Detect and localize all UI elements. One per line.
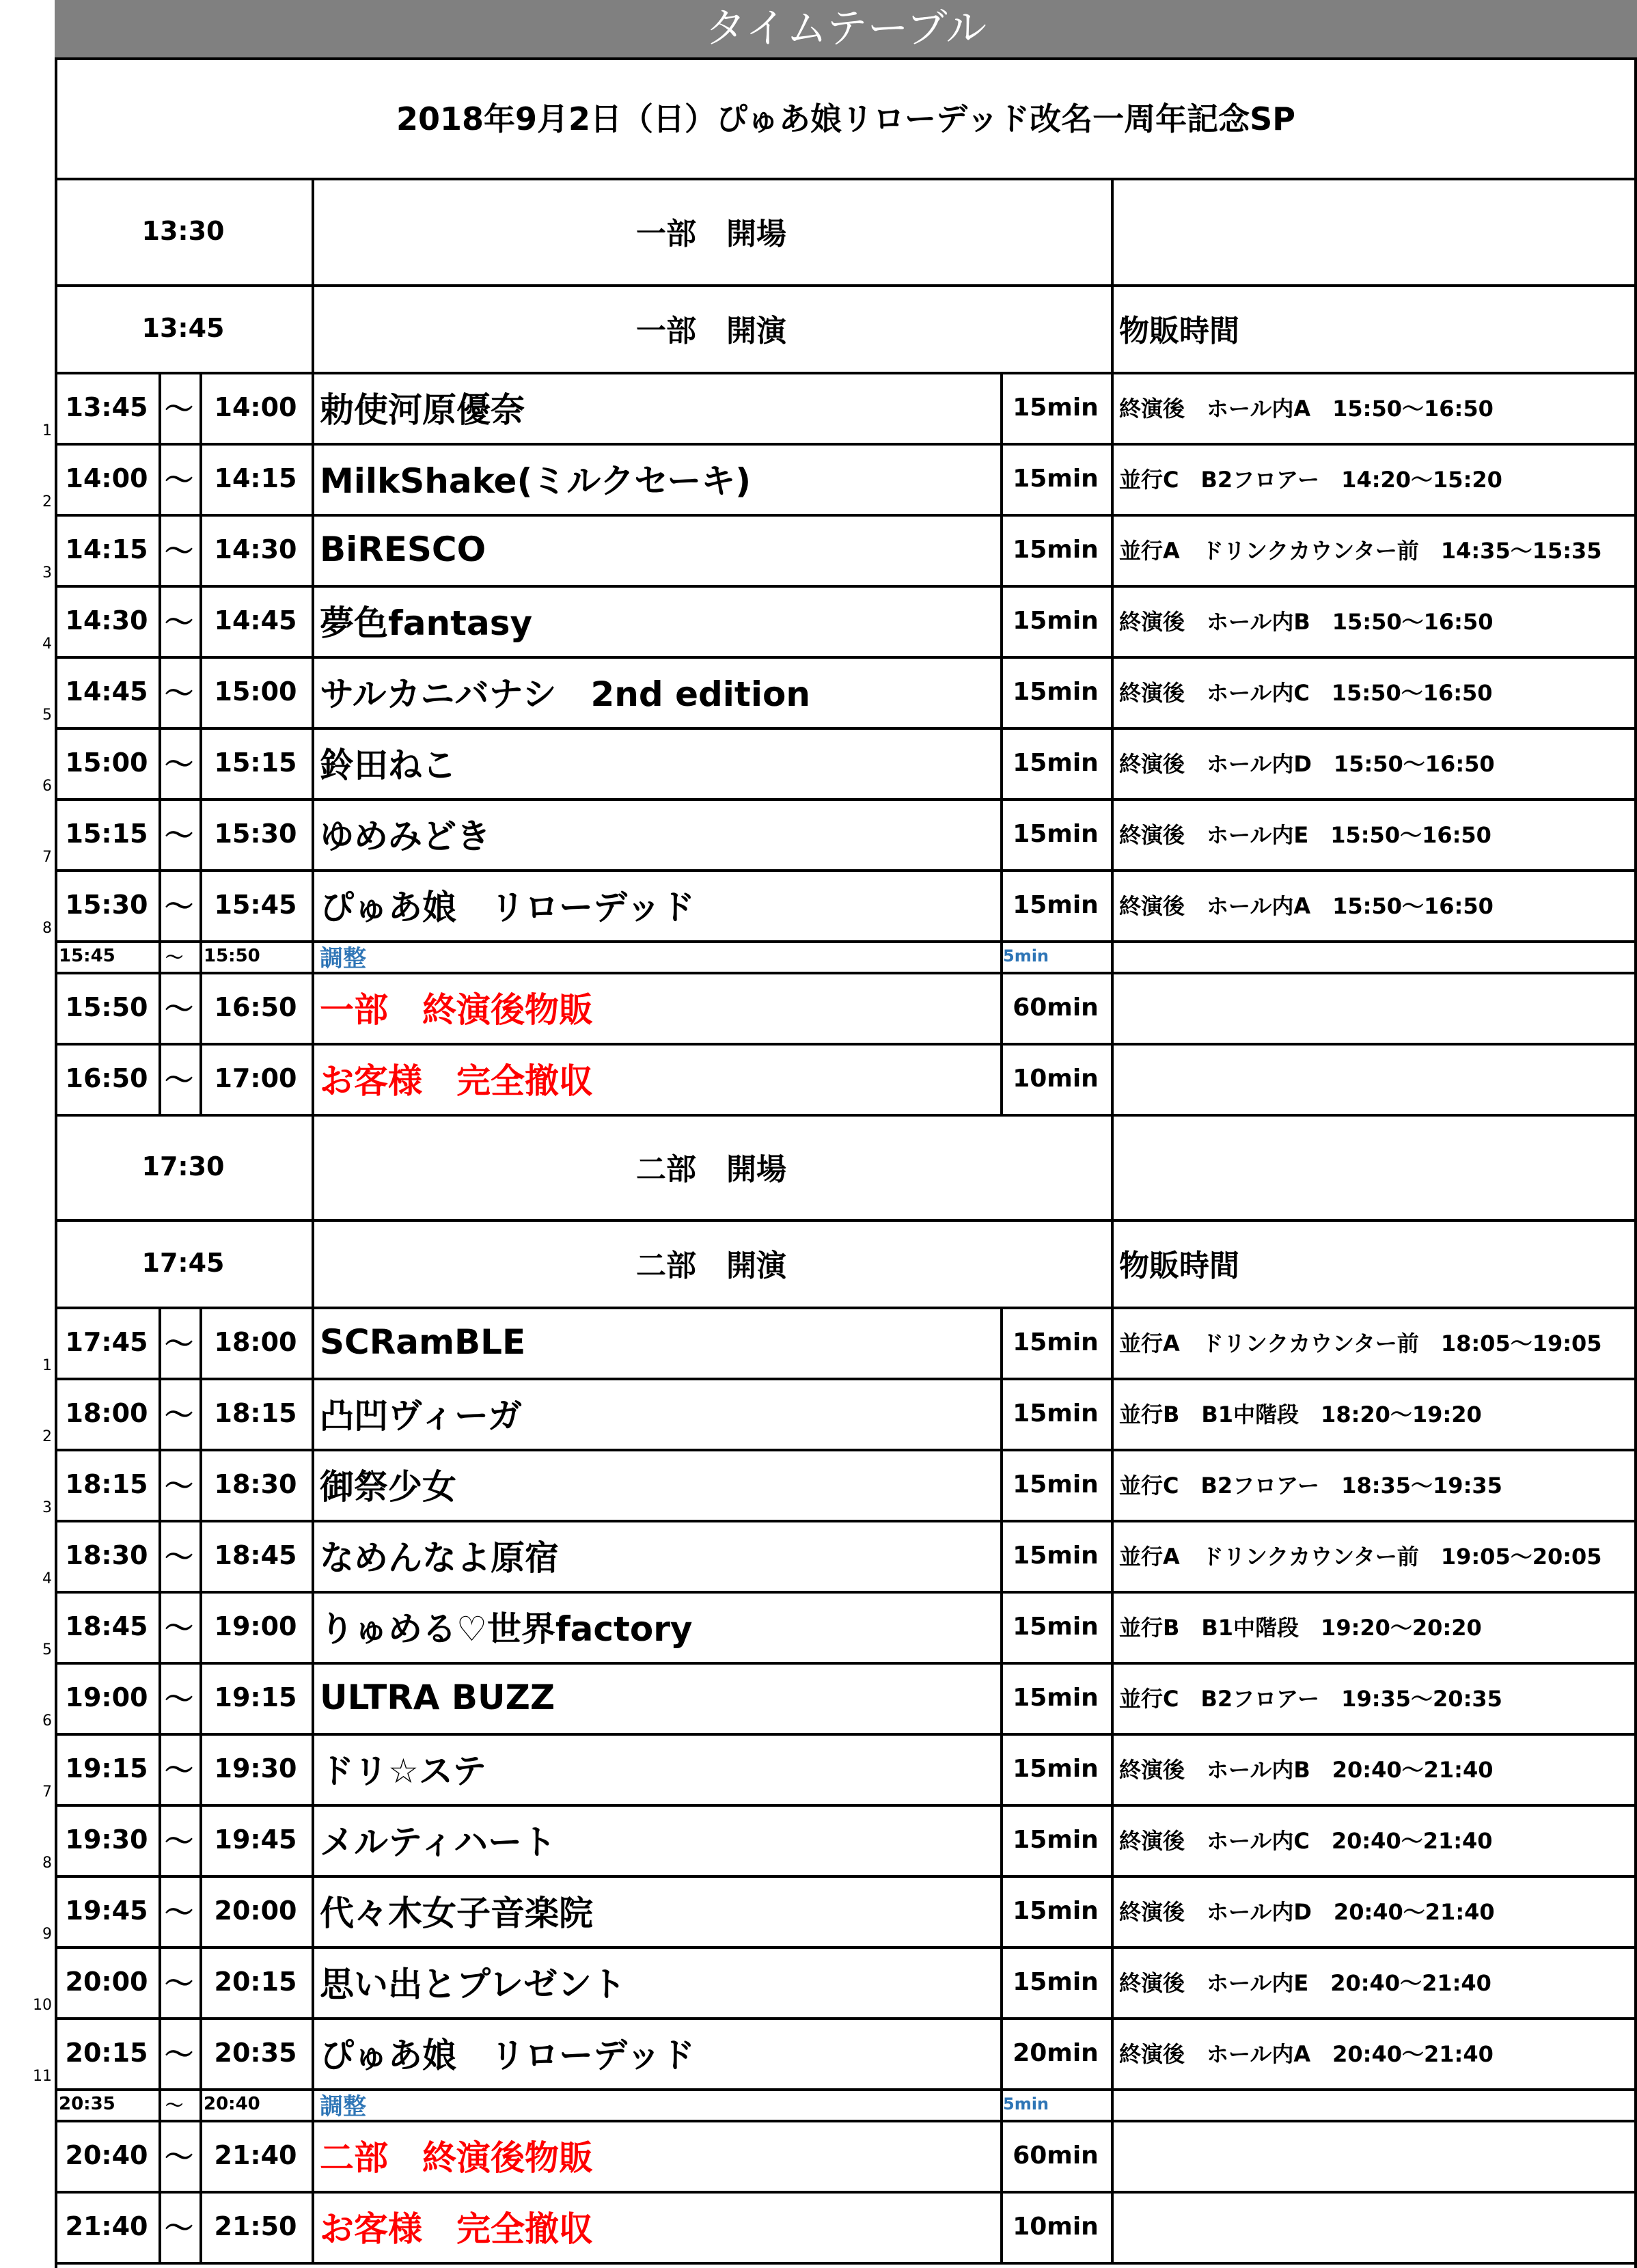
end-time: 14:15 [214,463,297,493]
start-time: 19:00 [65,1682,148,1712]
end-time: 18:00 [214,1327,297,1357]
tilde-separator: ～ [164,2140,193,2174]
performer-name: ドリ☆ステ [320,1751,486,1791]
row-number: 9 [42,1926,52,1943]
duration: 10min [1013,2212,1099,2241]
end-time: 20:35 [214,2038,297,2068]
tilde-separator: ～ [164,890,193,923]
performer-name: BiRESCO [320,530,486,569]
duration: 15min [1013,819,1099,848]
column-divider [1111,2191,1114,2262]
duration: 15min [1013,1967,1099,1996]
row-number: 1 [42,1357,52,1374]
duration: 20min [1013,2038,1099,2067]
goods-time-header: 物販時間 [1119,314,1239,349]
end-time: 18:15 [214,1398,297,1428]
end-time: 19:45 [214,1825,297,1855]
duration: 15min [1013,464,1099,493]
end-time: 20:15 [214,1967,297,1997]
row-number: 8 [42,920,52,937]
duration: 15min [1013,1541,1099,1570]
end-time: 18:45 [214,1540,297,1570]
tilde-separator: ～ [164,463,193,497]
start-time: 14:30 [65,605,148,636]
start-time: 18:45 [65,1611,148,1641]
tilde-separator: ～ [164,2211,193,2245]
goods-info: 並行B B1中階段 19:20～20:20 [1119,1615,1482,1641]
goods-info: 終演後 ホール内B 20:40～21:40 [1119,1757,1494,1783]
tilde-separator: ～ [164,1896,193,1929]
column-divider [1111,2088,1114,2120]
performer-name: 御祭少女 [320,1467,456,1507]
duration: 15min [1013,535,1099,564]
goods-time-header: 物販時間 [1119,1248,1239,1283]
adjust-label: 調整 [320,944,366,972]
end-time: 16:50 [214,992,297,1022]
row-number: 10 [33,1997,52,2014]
goods-info: 終演後 ホール内E 15:50～16:50 [1119,822,1491,848]
performer-name: ぴゅあ娘 リローデッド [320,888,695,927]
start-time: 14:15 [65,534,148,564]
column-divider [1111,1114,1114,1219]
start-time: 19:30 [65,1825,148,1855]
end-time: 19:00 [214,1611,297,1641]
column-divider [1111,178,1114,284]
adjust-label: 調整 [320,2092,366,2120]
goods-info: 並行A ドリンクカウンター前 18:05～19:05 [1119,1330,1602,1356]
row-number: 3 [42,1499,52,1516]
adjust-start-time: 20:35 [59,2094,115,2114]
row-number: 7 [42,849,52,866]
duration: 15min [1013,748,1099,777]
column-divider [1111,940,1114,972]
end-time: 19:30 [214,1753,297,1784]
performer-name: 代々木女子音楽院 [320,1894,593,1933]
goods-info: 終演後 ホール内A 15:50～16:50 [1119,396,1494,422]
duration: 15min [1013,1470,1099,1499]
row-number: 8 [42,1855,52,1872]
goods-info: 並行C B2フロアー 18:35～19:35 [1119,1473,1502,1499]
event-subtitle: 2018年9月2日（日）ぴゅあ娘リローデッド改名一周年記念SP [396,100,1295,137]
tilde-separator: ～ [164,748,193,781]
duration: 10min [1013,1064,1099,1093]
tilde-separator: ～ [164,1611,193,1645]
start-time: 21:40 [65,2211,148,2241]
end-time: 18:30 [214,1469,297,1499]
tilde-separator: ～ [164,992,193,1026]
part2-goods-label: 二部 終演後物販 [320,2138,593,2178]
tilde-separator: ～ [164,819,193,852]
performer-name: 思い出とプレゼント [320,1965,626,2004]
start-time: 15:30 [65,890,148,920]
adjust-end-time: 20:40 [204,2094,260,2114]
duration: 60min [1013,993,1099,1022]
goods-info: 終演後 ホール内A 15:50～16:50 [1119,893,1494,919]
goods-info: 終演後 ホール内D 20:40～21:40 [1119,1899,1495,1925]
end-time: 14:00 [214,392,297,422]
tilde-separator: ～ [165,947,184,968]
row-number: 6 [42,778,52,795]
part2-clear-label: お客様 完全撤収 [320,2209,593,2249]
start-time: 18:00 [65,1398,148,1428]
performer-name: 勅使河原優奈 [320,390,525,430]
end-time: 15:00 [214,677,297,707]
performer-name: SCRamBLE [320,1322,526,1362]
row-number: 2 [42,1428,52,1445]
part1-clear-label: お客様 完全撤収 [320,1061,593,1101]
part2-open-header-time: 17:30 [141,1151,225,1181]
part2-open-header-label: 二部 開場 [636,1152,786,1187]
performer-name: 凸凹ヴィーガ [320,1396,522,1436]
tilde-separator: ～ [164,677,193,710]
performer-name: サルカニバナシ 2nd edition [320,674,810,714]
goods-info: 終演後 ホール内C 15:50～16:50 [1119,680,1493,706]
end-time: 21:50 [214,2211,297,2241]
goods-info: 並行A ドリンクカウンター前 14:35～15:35 [1119,538,1602,564]
duration: 15min [1013,1896,1099,1925]
performer-name: 鈴田ねこ [320,746,456,785]
end-time: 17:00 [214,1063,297,1093]
bottom-border [55,2262,1637,2265]
row-number: 2 [42,493,52,510]
duration: 15min [1013,1612,1099,1641]
performer-name: ULTRA BUZZ [320,1678,555,1717]
performer-name: メルティハート [320,1822,556,1862]
tilde-separator: ～ [164,1469,193,1503]
performer-name: ゆめみどき [320,817,491,856]
start-time: 20:00 [65,1967,148,1997]
goods-info: 終演後 ホール内A 20:40～21:40 [1119,2041,1494,2067]
start-time: 15:00 [65,748,148,778]
start-time: 15:50 [65,992,148,1022]
duration: 15min [1013,1399,1099,1427]
start-time: 17:45 [65,1327,148,1357]
duration: 15min [1013,1683,1099,1712]
tilde-separator: ～ [164,1967,193,2000]
tilde-separator: ～ [164,1063,193,1097]
part2-start-header-label: 二部 開演 [636,1248,786,1283]
start-time: 15:15 [65,819,148,849]
row-number: 4 [42,1570,52,1587]
end-time: 19:15 [214,1682,297,1712]
column-divider [1111,2120,1114,2191]
goods-info: 終演後 ホール内C 20:40～21:40 [1119,1828,1493,1854]
start-time: 20:40 [65,2140,148,2170]
goods-info: 並行C B2フロアー 19:35～20:35 [1119,1686,1502,1712]
tilde-separator: ～ [164,392,193,426]
adjust-duration: 5min [1003,946,1049,966]
row-number: 11 [33,2068,52,2085]
tilde-separator: ～ [164,534,193,568]
end-time: 15:15 [214,748,297,778]
goods-info: 終演後 ホール内D 15:50～16:50 [1119,751,1495,777]
part1-start-header-label: 一部 開演 [636,314,786,349]
start-time: 14:00 [65,463,148,493]
duration: 15min [1013,1754,1099,1783]
tilde-separator: ～ [165,2095,184,2116]
end-time: 15:45 [214,890,297,920]
performer-name: MilkShake(ミルクセーキ) [320,461,752,501]
end-time: 14:45 [214,605,297,636]
column-divider [1111,972,1114,1043]
start-time: 20:15 [65,2038,148,2068]
goods-info: 並行B B1中階段 18:20～19:20 [1119,1402,1482,1427]
part1-goods-label: 一部 終演後物販 [320,990,593,1030]
start-time: 14:45 [65,677,148,707]
goods-info: 終演後 ホール内E 20:40～21:40 [1119,1970,1491,1996]
duration: 15min [1013,1328,1099,1356]
goods-info: 並行A ドリンクカウンター前 19:05～20:05 [1119,1544,1602,1570]
end-time: 14:30 [214,534,297,564]
tilde-separator: ～ [164,1327,193,1361]
performer-name: ぴゅあ娘 リローデッド [320,2036,695,2075]
tilde-separator: ～ [164,1398,193,1432]
tilde-separator: ～ [164,605,193,639]
duration: 15min [1013,677,1099,706]
row-number: 5 [42,1641,52,1658]
end-time: 20:00 [214,1896,297,1926]
tilde-separator: ～ [164,1753,193,1787]
page-title: タイムテーブル [55,0,1637,57]
duration: 15min [1013,890,1099,919]
duration: 15min [1013,393,1099,422]
end-time: 15:30 [214,819,297,849]
duration: 15min [1013,1825,1099,1854]
part1-start-header-time: 13:45 [141,313,225,343]
adjust-duration: 5min [1003,2094,1049,2114]
performer-name: なめんなよ原宿 [320,1538,559,1578]
duration: 60min [1013,2141,1099,2170]
part1-open-header-label: 一部 開場 [636,217,786,251]
tilde-separator: ～ [164,1682,193,1716]
tilde-separator: ～ [164,1825,193,1858]
row-number: 1 [42,422,52,439]
row-number: 7 [42,1784,52,1801]
adjust-start-time: 15:45 [59,946,115,966]
tilde-separator: ～ [164,2038,193,2071]
end-time: 21:40 [214,2140,297,2170]
row-number: 3 [42,564,52,582]
duration: 15min [1013,606,1099,635]
row-number: 4 [42,636,52,653]
start-time: 18:30 [65,1540,148,1570]
start-time: 18:15 [65,1469,148,1499]
performer-name: 夢色fantasy [320,603,533,643]
goods-info: 並行C B2フロアー 14:20～15:20 [1119,467,1502,493]
part2-start-header-time: 17:45 [141,1248,225,1278]
tilde-separator: ～ [164,1540,193,1574]
row-number: 5 [42,707,52,724]
start-time: 16:50 [65,1063,148,1093]
start-time: 13:45 [65,392,148,422]
row-number: 6 [42,1712,52,1730]
part1-open-header-time: 13:30 [141,216,225,246]
goods-info: 終演後 ホール内B 15:50～16:50 [1119,609,1494,635]
start-time: 19:45 [65,1896,148,1926]
start-time: 19:15 [65,1753,148,1784]
performer-name: りゅめる♡世界factory [320,1609,693,1649]
column-divider [1111,1043,1114,1114]
adjust-end-time: 15:50 [204,946,260,966]
